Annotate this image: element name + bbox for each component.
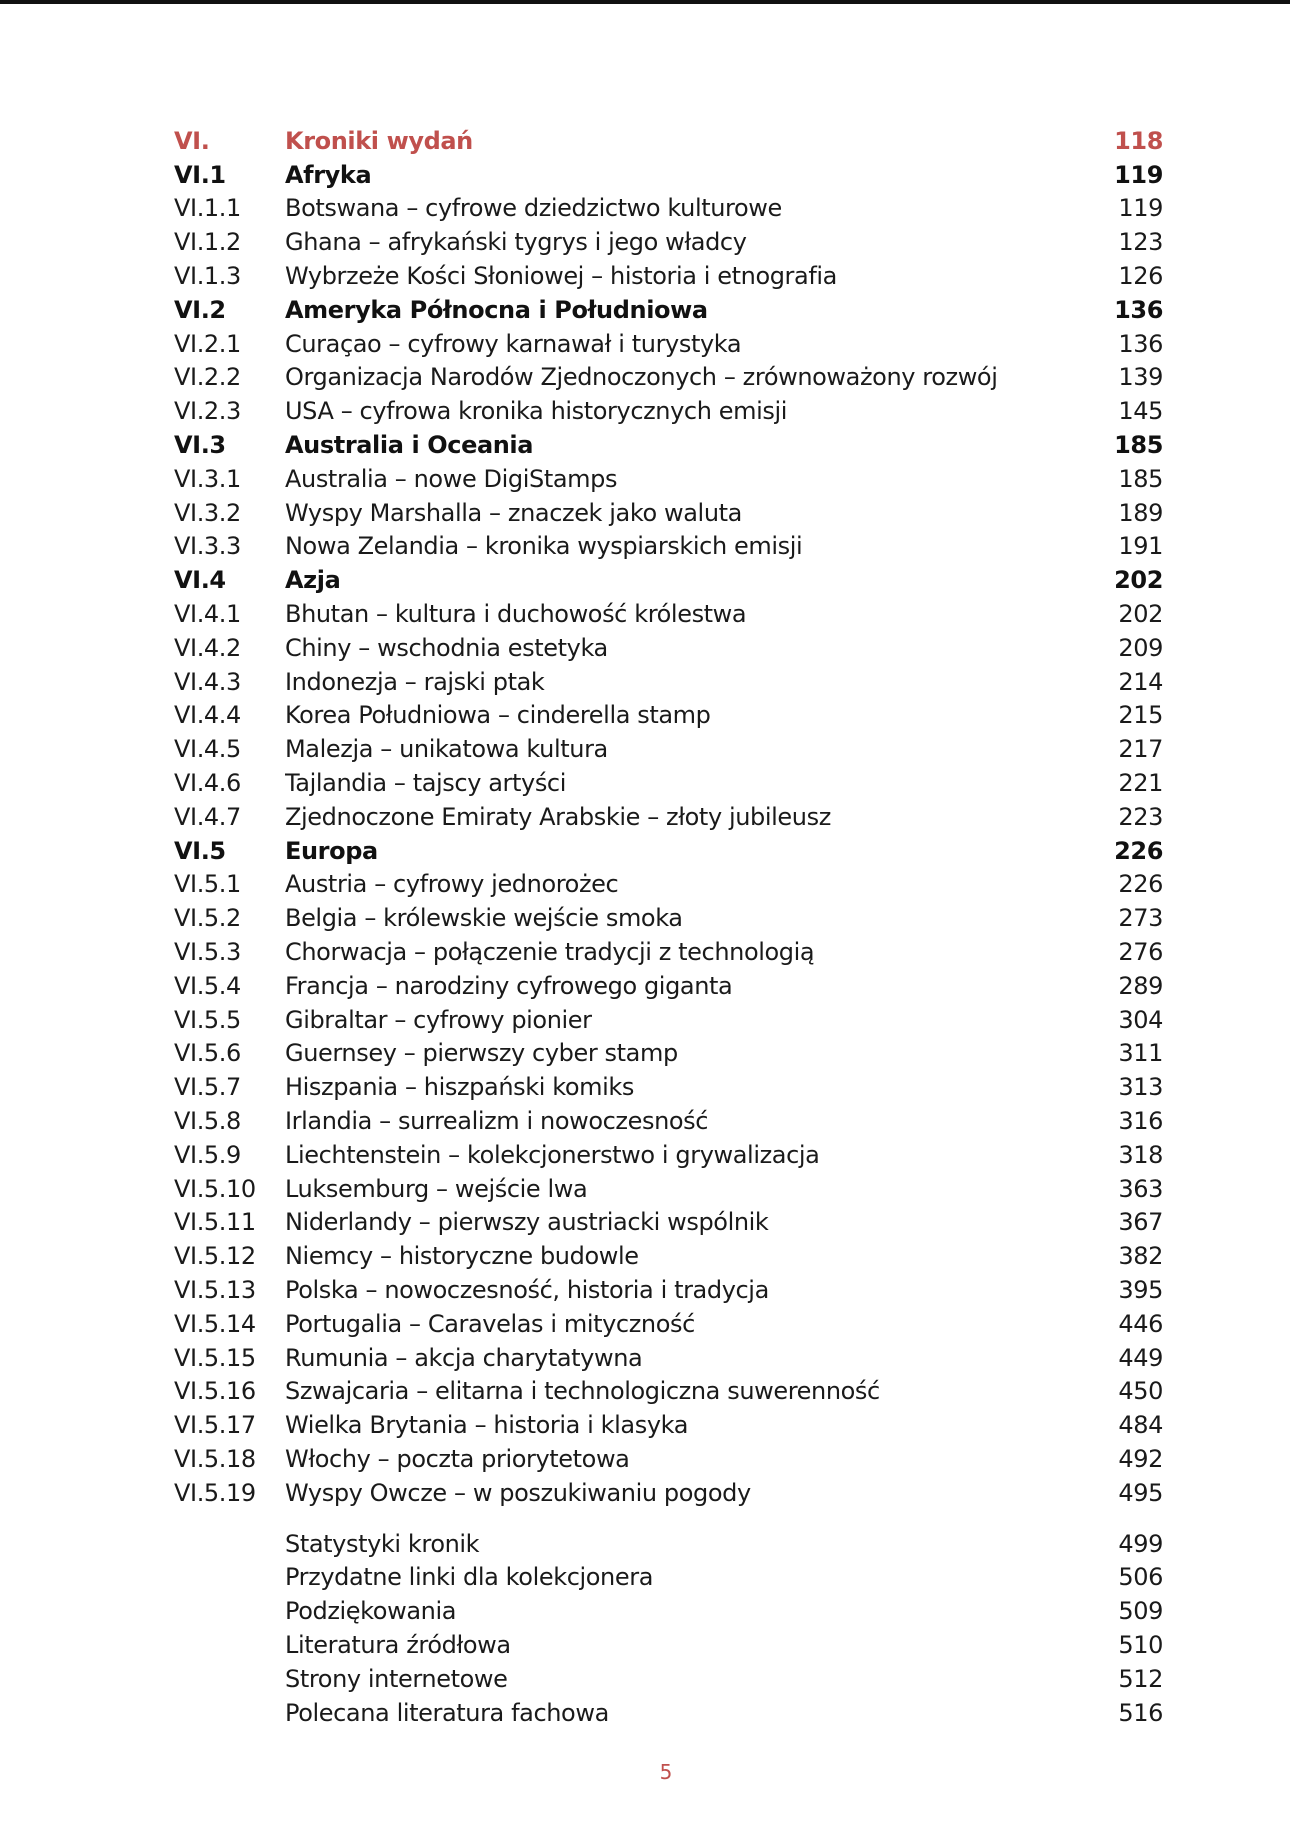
toc-entry-page: 446 [1118,1309,1163,1338]
toc-entry-number: VI.5.15 [174,1343,256,1372]
toc-entry-title: Wielka Brytania – historia i klasyka [285,1411,689,1440]
toc-entry-row[interactable] [174,732,1163,766]
toc-entry-page: 185 [1118,464,1163,493]
toc-entry-row[interactable] [174,1594,1163,1628]
table-of-contents [174,124,1163,1729]
toc-entry-title: Australia – nowe DigiStamps [285,464,618,493]
toc-entry-number: VI.5.10 [174,1174,256,1203]
toc-entry-page: 492 [1118,1444,1163,1473]
toc-entry-row[interactable] [174,1070,1163,1104]
toc-entry-number: VI.5.3 [174,938,241,967]
toc-entry-row[interactable] [174,1206,1163,1240]
toc-entry-number: VI.5.5 [174,1005,241,1034]
toc-entry-title: Tajlandia – tajscy artyści [285,769,566,798]
toc-section-row[interactable] [174,293,1163,327]
toc-entry-title: Podziękowania [285,1597,457,1626]
toc-entry-number: VI.5.19 [174,1478,256,1507]
toc-entry-page: 484 [1118,1411,1163,1440]
toc-entry-page: 123 [1118,228,1163,257]
toc-entry-number: VI.4 [174,566,226,595]
toc-entry-row[interactable] [174,1476,1163,1510]
toc-entry-number: VI.5.12 [174,1242,256,1271]
toc-entry-title: Przydatne linki dla kolekcjonera [285,1563,654,1592]
toc-entry-number: VI.5.2 [174,904,241,933]
toc-entry-row[interactable] [174,1341,1163,1375]
toc-entry-page: 226 [1114,836,1163,865]
toc-entry-page: 313 [1118,1073,1163,1102]
toc-entry-title: Statystyki kronik [285,1529,480,1558]
toc-entry-title: Gibraltar – cyfrowy pionier [285,1005,592,1034]
toc-entry-page: 214 [1118,667,1163,696]
toc-entry-title: Luksemburg – wejście lwa [285,1174,588,1203]
toc-entry-row[interactable] [174,631,1163,665]
toc-entry-number: VI.5.7 [174,1073,241,1102]
toc-entry-row[interactable] [174,597,1163,631]
toc-entry-title: Kroniki wydań [285,126,473,155]
toc-entry-page: 382 [1118,1242,1163,1271]
toc-entry-page: 119 [1114,160,1163,189]
toc-entry-page: 126 [1118,262,1163,291]
toc-entry-title: Polska – nowoczesność, historia i tradycja [285,1275,769,1304]
toc-entry-page: 217 [1118,735,1163,764]
toc-entry-title: Azja [285,566,341,595]
toc-entry-number: VI. [174,126,210,155]
toc-entry-number: VI.5.1 [174,870,241,899]
toc-entry-page: 139 [1118,363,1163,392]
toc-entry-title: Hiszpania – hiszpański komiks [285,1073,635,1102]
toc-entry-row[interactable] [174,1104,1163,1138]
toc-entry-row[interactable] [174,1138,1163,1172]
toc-entry-row[interactable] [174,1662,1163,1696]
toc-entry-title: Korea Południowa – cinderella stamp [285,701,711,730]
toc-entry-title: Wyspy Owcze – w poszukiwaniu pogody [285,1478,751,1507]
toc-entry-number: VI.5.4 [174,971,241,1000]
toc-entry-row[interactable] [174,259,1163,293]
toc-entry-page: 495 [1118,1478,1163,1507]
toc-entry-number: VI.5.18 [174,1444,256,1473]
toc-entry-number: VI.4.5 [174,735,241,764]
toc-entry-title: Szwajcaria – elitarna i technologiczna suwerenność [285,1377,880,1406]
toc-entry-page: 506 [1118,1563,1163,1592]
toc-entry-number: VI.5.6 [174,1039,241,1068]
toc-entry-page: 273 [1118,904,1163,933]
toc-entry-page: 185 [1114,431,1163,460]
toc-entry-number: VI.4.2 [174,633,241,662]
toc-entry-page: 202 [1114,566,1163,595]
toc-entry-page: 363 [1118,1174,1163,1203]
toc-entry-row[interactable] [174,530,1163,564]
top-border [0,0,1290,4]
toc-entry-row[interactable] [174,327,1163,361]
toc-entry-page: 189 [1118,498,1163,527]
toc-entry-row[interactable] [174,766,1163,800]
toc-entry-row[interactable] [174,800,1163,834]
toc-entry-row[interactable] [174,665,1163,699]
toc-entry-page: 118 [1114,126,1163,155]
toc-entry-row[interactable] [174,1239,1163,1273]
toc-entry-row[interactable] [174,1172,1163,1206]
toc-entry-page: 367 [1118,1208,1163,1237]
toc-entry-page: 226 [1118,870,1163,899]
toc-entry-title: Nowa Zelandia – kronika wyspiarskich emisji [285,532,803,561]
toc-entry-title: Niderlandy – pierwszy austriacki wspólnik [285,1208,769,1237]
toc-entry-title: Wyspy Marshalla – znaczek jako waluta [285,498,742,527]
toc-entry-title: Belgia – królewskie wejście smoka [285,904,683,933]
toc-entry-number: VI.1.2 [174,228,241,257]
toc-entry-row[interactable] [174,1628,1163,1662]
toc-entry-title: Afryka [285,160,372,189]
toc-entry-title: Botswana – cyfrowe dziedzictwo kulturowe [285,194,782,223]
toc-entry-row[interactable] [174,1307,1163,1341]
toc-section-row[interactable] [174,158,1163,192]
toc-entry-title: Ghana – afrykański tygrys i jego władcy [285,228,747,257]
toc-entry-row[interactable] [174,1273,1163,1307]
toc-entry-title: Malezja – unikatowa kultura [285,735,608,764]
toc-entry-number: VI.5 [174,836,226,865]
toc-entry-title: Włochy – poczta priorytetowa [285,1444,630,1473]
toc-entry-title: Niemcy – historyczne budowle [285,1242,639,1271]
toc-entry-title: Indonezja – rajski ptak [285,667,545,696]
toc-entry-title: Bhutan – kultura i duchowość królestwa [285,600,747,629]
toc-entry-number: VI.3 [174,431,226,460]
toc-entry-page: 450 [1118,1377,1163,1406]
toc-entry-page: 289 [1118,971,1163,1000]
toc-section-row[interactable] [174,428,1163,462]
toc-entry-title: Curaçao – cyfrowy karnawał i turystyka [285,329,742,358]
toc-entry-row[interactable] [174,935,1163,969]
toc-entry-row[interactable] [174,361,1163,395]
toc-entry-number: VI.5.8 [174,1107,241,1135]
page-number: 5 [659,1760,673,1784]
toc-entry-page: 316 [1118,1107,1163,1135]
toc-entry-row[interactable] [174,394,1163,428]
toc-entry-page: 202 [1118,600,1163,629]
toc-entry-page: 223 [1118,802,1163,831]
toc-entry-number: VI.5.16 [174,1377,256,1406]
toc-entry-row[interactable] [174,1696,1163,1730]
toc-entry-number: VI.2.2 [174,363,241,392]
toc-entry-row[interactable] [174,901,1163,935]
toc-entry-page: 512 [1118,1664,1163,1693]
toc-entry-page: 209 [1118,633,1163,662]
toc-entry-number: VI.4.1 [174,600,241,629]
toc-entry-row[interactable] [174,969,1163,1003]
toc-entry-row[interactable] [174,868,1163,902]
toc-entry-title: Organizacja Narodów Zjednoczonych – zrównoważony rozwój [285,363,998,392]
toc-entry-title: Irlandia – surrealizm i nowoczesność [285,1107,709,1135]
toc-entry-page: 509 [1118,1597,1163,1626]
toc-entry-row[interactable] [174,1527,1163,1561]
toc-entry-page: 449 [1118,1343,1163,1372]
toc-entry-title: Francja – narodziny cyfrowego giganta [285,971,733,1000]
toc-entry-title: Austria – cyfrowy jednorożec [285,870,619,899]
toc-entry-title: USA – cyfrowa kronika historycznych emisji [285,397,788,426]
toc-entry-row[interactable] [174,192,1163,226]
toc-entry-row[interactable] [174,699,1163,733]
toc-entry-title: Australia i Oceania [285,431,534,460]
toc-entry-page: 221 [1118,769,1163,798]
toc-entry-page: 136 [1114,295,1163,324]
toc-entry-number: VI.5.13 [174,1275,256,1304]
toc-entry-row[interactable] [174,1442,1163,1476]
toc-entry-row[interactable] [174,462,1163,496]
toc-entry-row[interactable] [174,1408,1163,1442]
toc-entry-page: 276 [1118,938,1163,967]
toc-entry-number: VI.2.3 [174,397,241,426]
toc-entry-number: VI.5.9 [174,1140,241,1169]
toc-entry-row[interactable] [174,1003,1163,1037]
toc-entry-page: 516 [1118,1698,1163,1727]
toc-entry-number: VI.4.7 [174,802,241,831]
toc-entry-number: VI.3.1 [174,464,241,493]
toc-entry-title: Liechtenstein – kolekcjonerstwo i grywalizacja [285,1140,820,1169]
toc-entry-page: 318 [1118,1140,1163,1169]
toc-entry-number: VI.4.3 [174,667,241,696]
toc-entry-number: VI.2 [174,295,226,324]
toc-entry-title: Strony internetowe [285,1664,508,1693]
toc-entry-title: Europa [285,836,378,865]
toc-section-row[interactable] [174,834,1163,868]
toc-entry-title: Polecana literatura fachowa [285,1698,609,1727]
toc-entry-number: VI.2.1 [174,329,241,358]
toc-entry-title: Rumunia – akcja charytatywna [285,1343,643,1372]
toc-entry-page: 499 [1118,1529,1163,1558]
toc-entry-page: 510 [1118,1630,1163,1659]
toc-entry-title: Ameryka Północna i Południowa [285,295,708,324]
toc-entry-title: Chorwacja – połączenie tradycji z technologią [285,938,815,967]
toc-entry-number: VI.3.2 [174,498,241,527]
toc-entry-page: 119 [1118,194,1163,223]
toc-entry-row[interactable] [174,1560,1163,1594]
toc-entry-row[interactable] [174,496,1163,530]
toc-chapter-row[interactable] [174,124,1163,158]
toc-entry-number: VI.4.6 [174,769,241,798]
toc-sections [174,158,1163,1510]
toc-entry-title: Literatura źródłowa [285,1630,511,1659]
toc-entry-page: 395 [1118,1275,1163,1304]
toc-entry-title: Chiny – wschodnia estetyka [285,633,608,662]
toc-entry-number: VI.3.3 [174,532,241,561]
toc-entry-number: VI.1.1 [174,194,241,223]
toc-entry-number: VI.1 [174,160,226,189]
toc-entry-title: Wybrzeże Kości Słoniowej – historia i etnografia [285,262,837,291]
toc-entry-row[interactable] [174,225,1163,259]
toc-entry-number: VI.5.11 [174,1208,256,1237]
toc-entry-number: VI.5.14 [174,1309,256,1338]
toc-appendix [174,1527,1163,1730]
toc-entry-page: 311 [1118,1039,1163,1068]
toc-entry-number: VI.5.17 [174,1411,256,1440]
toc-entry-number: VI.4.4 [174,701,241,730]
toc-entry-page: 145 [1118,397,1163,426]
toc-spacer [174,1510,1163,1527]
toc-entry-title: Guernsey – pierwszy cyber stamp [285,1039,678,1068]
toc-section-row[interactable] [174,563,1163,597]
toc-entry-page: 136 [1118,329,1163,358]
toc-entry-number: VI.1.3 [174,262,241,291]
toc-entry-row[interactable] [174,1374,1163,1408]
toc-entry-page: 191 [1118,532,1163,561]
toc-entry-row[interactable] [174,1037,1163,1071]
toc-entry-title: Zjednoczone Emiraty Arabskie – złoty jubileusz [285,802,831,831]
toc-entry-page: 304 [1118,1005,1163,1034]
toc-entry-page: 215 [1118,701,1163,730]
toc-entry-title: Portugalia – Caravelas i mityczność [285,1309,695,1338]
